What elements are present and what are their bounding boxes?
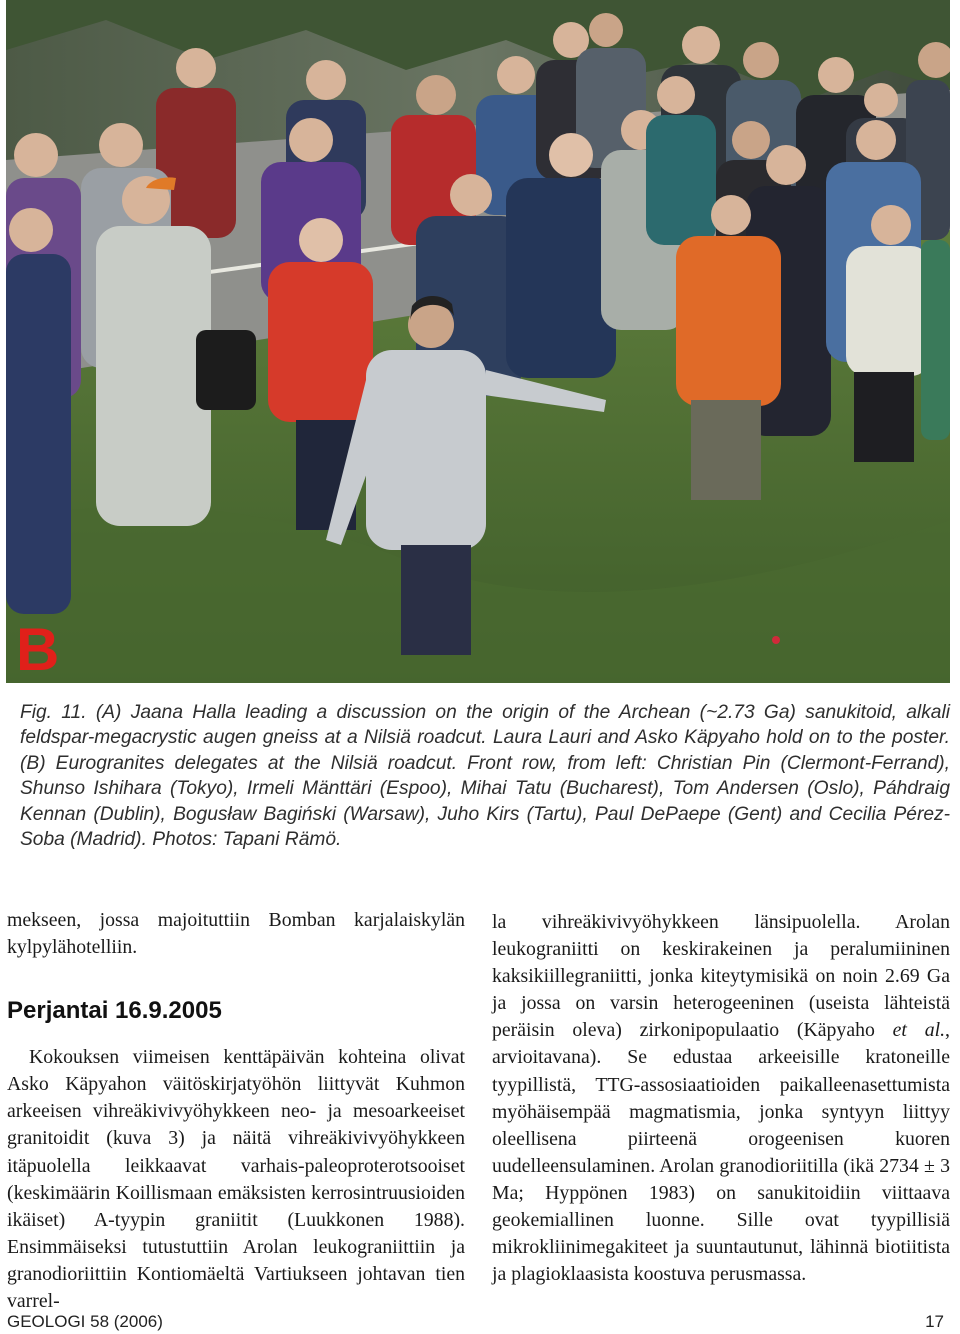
left-body-paragraph: Kokouksen viimeisen kenttäpäivän kohteina olivat Asko Käpyahon väitöskirjatyöhön liittyvät Kuhmon arkeeisen vihreäkivivyöhykkeen neo- ja mesoarkeeiset granitoidit (kuva 3) ja näitä vihreäkivivyöhykkeen itäpuolella leikkaavat varhais-paleoproterotsooiset (keskimäärin Koillismaan emäksisten kerrosintruusioiden ikäiset) A-tyypin graniitit (Luukkonen 1988). Ensimmäiseksi tutustuttiin Arolan leukograniittiin ja granodioriittiin Kontiomäeltä Vartiukseen johtavan tien varrel- [7,1046,465,1313]
left-intro-paragraph: mekseen, jossa majoituttiin Bomban karjalaiskylän kylpylähotelliin. [7,909,465,959]
section-heading: Perjantai 16.9.2005 [7,997,222,1025]
left-text-column [7,907,465,1315]
right-text-italic: et al. [892,1019,946,1042]
right-text-part-2: , arvioitavana). Se edustaa arkeeisille kratoneille tyypillistä, TTG-assosiaatioiden paikalleenasettumista myöhäisempää magmatismia, jonka syntyyn liittyy oleellisena piirteenä orogeenisen kuoren uudelleensulaminen. Arolan granodioriitilla (ikä 2734 ± 3 Ma; Hyppönen 1983) on sanukitoidiin viittaava geokemiallinen luonne. Sille ovat tyypillisiä mikrokliinimegakiteet ja suuntautunut, lähinnä biotiitista ja plagioklaasista koostuva perusmassa. [492,1019,950,1286]
photo-illustration [6,0,950,683]
right-text-part-1: la vihreäkivivyöhykkeen länsipuolella. Arolan leukograniitti on keskirakeinen ja peralumiininen kaksikiillegraniitti, jonka kiteytymisikä on noin 2.69 Ga ja jossa on varsin heterogeeninen (useista lähteistä peräisin oleva) zirkonipopulaatio (Käpyaho [492,911,950,1042]
group-photo [6,0,950,683]
right-text-column [492,909,950,1288]
page-number: 17 [925,1312,944,1331]
right-body-paragraph [492,909,950,1288]
photo-panel-label: B [16,616,60,683]
figure-caption: Fig. 11. (A) Jaana Halla leading a discussion on the origin of the Archean (~2.73 Ga) sanukitoid, alkali feldspar-megacrystic augen gneiss at a Nilsiä roadcut. Laura Lauri and Asko Käpyaho hold on to the poster. (B) Eurogranites delegates at the Nilsiä roadcut. Front row, from left: Christian Pin (Clermont-Ferrand), Shunso Ishihara (Tokyo), Irmeli Mänttäri (Espoo), Mihai Tatu (Bucharest), Tom Andersen (Oslo), Páhdraig Kennan (Dublin), Bogusław Bagiński (Warsaw), Juho Kirs (Tartu), Paul DePaepe (Gent) and Cecilia Pérez-Soba (Madrid). Photos: Tapani Rämö. [20,702,950,851]
journal-footer: GEOLOGI 58 (2006) [7,1312,163,1331]
